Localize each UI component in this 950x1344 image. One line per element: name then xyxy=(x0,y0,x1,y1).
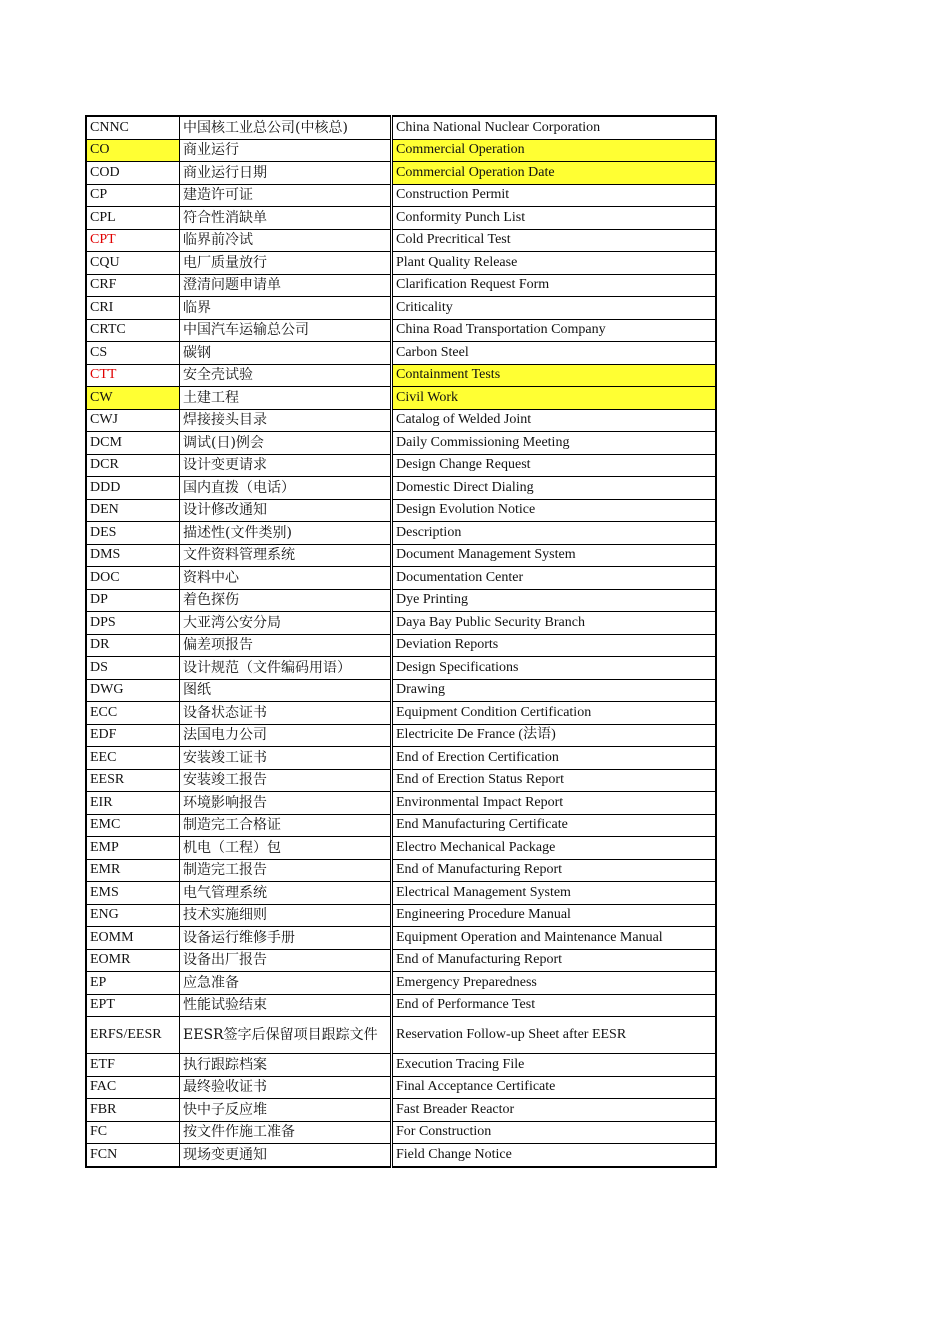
table-row[interactable] xyxy=(86,499,716,522)
table-row[interactable] xyxy=(86,1076,716,1099)
table-row[interactable] xyxy=(86,1017,716,1054)
table-row[interactable] xyxy=(86,139,716,162)
abbreviation-cell[interactable]: DOC xyxy=(86,567,180,590)
english-term-cell[interactable]: Domestic Direct Dialing xyxy=(392,477,717,500)
table-row[interactable] xyxy=(86,364,716,387)
abbreviation-sheet xyxy=(85,115,717,1168)
table-row[interactable] xyxy=(86,724,716,747)
abbreviation-cell[interactable]: DMS xyxy=(86,544,180,567)
table-row[interactable] xyxy=(86,387,716,410)
chinese-term-cell[interactable]: 电气管理系统 xyxy=(180,882,392,905)
chinese-term-cell[interactable]: 电厂质量放行 xyxy=(180,252,392,275)
abbreviation-cell[interactable]: DEN xyxy=(86,499,180,522)
table-row[interactable] xyxy=(86,634,716,657)
abbreviation-cell[interactable]: EOMR xyxy=(86,949,180,972)
english-term-cell[interactable]: Drawing xyxy=(392,679,717,702)
abbreviation-cell[interactable]: CRTC xyxy=(86,319,180,342)
chinese-term-cell[interactable]: 澄清问题申请单 xyxy=(180,274,392,297)
chinese-term-cell[interactable]: 中国汽车运输总公司 xyxy=(180,319,392,342)
abbreviation-cell[interactable]: ECC xyxy=(86,702,180,725)
chinese-term-cell[interactable]: 执行跟踪档案 xyxy=(180,1054,392,1077)
abbreviation-cell[interactable]: EMC xyxy=(86,814,180,837)
english-term-cell[interactable]: For Construction xyxy=(392,1121,717,1144)
english-term-cell[interactable]: Deviation Reports xyxy=(392,634,717,657)
english-term-cell[interactable]: End of Manufacturing Report xyxy=(392,859,717,882)
abbreviation-cell[interactable]: DPS xyxy=(86,612,180,635)
table-row[interactable] xyxy=(86,1121,716,1144)
english-term-cell[interactable]: Commercial Operation Date xyxy=(392,162,717,185)
table-row[interactable] xyxy=(86,702,716,725)
english-term-cell[interactable]: Construction Permit xyxy=(392,184,717,207)
chinese-term-cell[interactable]: 描述性(文件类别) xyxy=(180,522,392,545)
abbreviation-cell[interactable]: DS xyxy=(86,657,180,680)
abbreviation-cell[interactable]: COD xyxy=(86,162,180,185)
abbreviation-cell[interactable]: FC xyxy=(86,1121,180,1144)
english-term-cell[interactable]: Electro Mechanical Package xyxy=(392,837,717,860)
chinese-term-cell[interactable]: 符合性消缺单 xyxy=(180,207,392,230)
chinese-term-cell[interactable]: 性能试验结束 xyxy=(180,994,392,1017)
chinese-term-cell[interactable]: 建造许可证 xyxy=(180,184,392,207)
english-term-cell[interactable]: Cold Precritical Test xyxy=(392,229,717,252)
abbreviation-cell[interactable]: EPT xyxy=(86,994,180,1017)
english-term-cell[interactable]: Electrical Management System xyxy=(392,882,717,905)
chinese-term-cell[interactable]: 安全壳试验 xyxy=(180,364,392,387)
chinese-term-cell[interactable]: 技术实施细则 xyxy=(180,904,392,927)
table-row[interactable] xyxy=(86,162,716,185)
abbreviation-cell[interactable]: CTT xyxy=(86,364,180,387)
chinese-term-cell[interactable]: 设计规范（文件编码用语） xyxy=(180,657,392,680)
english-term-cell[interactable]: End of Erection Certification xyxy=(392,747,717,770)
table-row[interactable] xyxy=(86,1054,716,1077)
chinese-term-cell[interactable]: 大亚湾公安分局 xyxy=(180,612,392,635)
abbreviation-cell[interactable]: EDF xyxy=(86,724,180,747)
table-row[interactable] xyxy=(86,297,716,320)
table-row[interactable] xyxy=(86,837,716,860)
chinese-term-cell[interactable]: 临界 xyxy=(180,297,392,320)
table-row[interactable] xyxy=(86,207,716,230)
chinese-term-cell[interactable]: 调试(日)例会 xyxy=(180,432,392,455)
table-row[interactable] xyxy=(86,904,716,927)
chinese-term-cell[interactable]: 资料中心 xyxy=(180,567,392,590)
english-term-cell[interactable]: Fast Breader Reactor xyxy=(392,1099,717,1122)
chinese-term-cell[interactable]: 设计变更请求 xyxy=(180,454,392,477)
english-term-cell[interactable]: Design Specifications xyxy=(392,657,717,680)
english-term-cell[interactable]: Daily Commissioning Meeting xyxy=(392,432,717,455)
table-row[interactable] xyxy=(86,792,716,815)
table-row[interactable] xyxy=(86,229,716,252)
chinese-term-cell[interactable]: 最终验收证书 xyxy=(180,1076,392,1099)
abbreviation-cell[interactable]: CO xyxy=(86,139,180,162)
table-row[interactable] xyxy=(86,859,716,882)
abbreviation-cell[interactable]: DWG xyxy=(86,679,180,702)
chinese-term-cell[interactable]: 碳钢 xyxy=(180,342,392,365)
english-term-cell[interactable]: End of Manufacturing Report xyxy=(392,949,717,972)
english-term-cell[interactable]: China National Nuclear Corporation xyxy=(392,116,717,139)
table-row[interactable] xyxy=(86,612,716,635)
english-term-cell[interactable]: End of Performance Test xyxy=(392,994,717,1017)
table-row[interactable] xyxy=(86,409,716,432)
table-row[interactable] xyxy=(86,747,716,770)
abbreviation-cell[interactable]: CQU xyxy=(86,252,180,275)
chinese-term-cell[interactable]: 焊接接头目录 xyxy=(180,409,392,432)
english-term-cell[interactable]: End Manufacturing Certificate xyxy=(392,814,717,837)
abbreviation-cell[interactable]: EMP xyxy=(86,837,180,860)
english-term-cell[interactable]: Civil Work xyxy=(392,387,717,410)
abbreviation-cell[interactable]: EOMM xyxy=(86,927,180,950)
chinese-term-cell[interactable]: 制造完工报告 xyxy=(180,859,392,882)
abbreviation-cell[interactable]: CP xyxy=(86,184,180,207)
chinese-term-cell[interactable]: 设备出厂报告 xyxy=(180,949,392,972)
abbreviation-cell[interactable]: DES xyxy=(86,522,180,545)
english-term-cell[interactable]: Containment Tests xyxy=(392,364,717,387)
table-row[interactable] xyxy=(86,477,716,500)
english-term-cell[interactable]: Description xyxy=(392,522,717,545)
abbreviation-cell[interactable]: EP xyxy=(86,972,180,995)
abbreviation-cell[interactable]: ERFS/EESR xyxy=(86,1017,180,1054)
english-term-cell[interactable]: Final Acceptance Certificate xyxy=(392,1076,717,1099)
table-row[interactable] xyxy=(86,814,716,837)
chinese-term-cell[interactable]: 环境影响报告 xyxy=(180,792,392,815)
chinese-term-cell[interactable]: 临界前冷试 xyxy=(180,229,392,252)
english-term-cell[interactable]: Design Change Request xyxy=(392,454,717,477)
table-row[interactable] xyxy=(86,1099,716,1122)
chinese-term-cell[interactable]: 文件资料管理系统 xyxy=(180,544,392,567)
chinese-term-cell[interactable]: 快中子反应堆 xyxy=(180,1099,392,1122)
chinese-term-cell[interactable]: 国内直拨（电话） xyxy=(180,477,392,500)
chinese-term-cell[interactable]: 法国电力公司 xyxy=(180,724,392,747)
english-term-cell[interactable]: Conformity Punch List xyxy=(392,207,717,230)
english-term-cell[interactable]: China Road Transportation Company xyxy=(392,319,717,342)
table-row[interactable] xyxy=(86,116,716,139)
english-term-cell[interactable]: Catalog of Welded Joint xyxy=(392,409,717,432)
table-row[interactable] xyxy=(86,657,716,680)
abbreviation-cell[interactable]: CWJ xyxy=(86,409,180,432)
chinese-term-cell[interactable]: 着色探伤 xyxy=(180,589,392,612)
chinese-term-cell[interactable]: 安装竣工证书 xyxy=(180,747,392,770)
english-term-cell[interactable]: Field Change Notice xyxy=(392,1144,717,1167)
table-row[interactable] xyxy=(86,949,716,972)
abbreviation-cell[interactable]: CW xyxy=(86,387,180,410)
abbreviation-cell[interactable]: FBR xyxy=(86,1099,180,1122)
chinese-term-cell[interactable]: 机电（工程）包 xyxy=(180,837,392,860)
table-row[interactable] xyxy=(86,589,716,612)
english-term-cell[interactable]: Environmental Impact Report xyxy=(392,792,717,815)
table-row[interactable] xyxy=(86,319,716,342)
abbreviation-cell[interactable]: EESR xyxy=(86,769,180,792)
english-term-cell[interactable]: Emergency Preparedness xyxy=(392,972,717,995)
table-row[interactable] xyxy=(86,567,716,590)
abbreviation-cell[interactable]: DP xyxy=(86,589,180,612)
abbreviation-cell[interactable]: CRI xyxy=(86,297,180,320)
abbreviation-cell[interactable]: FCN xyxy=(86,1144,180,1167)
english-term-cell[interactable]: Plant Quality Release xyxy=(392,252,717,275)
chinese-term-cell[interactable]: 商业运行日期 xyxy=(180,162,392,185)
chinese-term-cell[interactable]: 安装竣工报告 xyxy=(180,769,392,792)
table-row[interactable] xyxy=(86,972,716,995)
chinese-term-cell[interactable]: 应急准备 xyxy=(180,972,392,995)
table-row[interactable] xyxy=(86,544,716,567)
chinese-term-cell[interactable]: 土建工程 xyxy=(180,387,392,410)
table-row[interactable] xyxy=(86,927,716,950)
english-term-cell[interactable]: Equipment Condition Certification xyxy=(392,702,717,725)
abbreviation-cell[interactable]: CRF xyxy=(86,274,180,297)
abbreviation-cell[interactable]: DR xyxy=(86,634,180,657)
english-term-cell[interactable]: Reservation Follow-up Sheet after EESR xyxy=(392,1017,717,1054)
chinese-term-cell[interactable]: 现场变更通知 xyxy=(180,1144,392,1167)
english-term-cell[interactable]: Electricite De France (法语) xyxy=(392,724,717,747)
english-term-cell[interactable]: End of Erection Status Report xyxy=(392,769,717,792)
chinese-term-cell[interactable]: 设备状态证书 xyxy=(180,702,392,725)
table-row[interactable] xyxy=(86,252,716,275)
abbreviation-cell[interactable]: DDD xyxy=(86,477,180,500)
english-term-cell[interactable]: Equipment Operation and Maintenance Manual xyxy=(392,927,717,950)
table-row[interactable] xyxy=(86,679,716,702)
english-term-cell[interactable]: Documentation Center xyxy=(392,567,717,590)
abbreviation-cell[interactable]: EIR xyxy=(86,792,180,815)
english-term-cell[interactable]: Clarification Request Form xyxy=(392,274,717,297)
english-term-cell[interactable]: Engineering Procedure Manual xyxy=(392,904,717,927)
chinese-term-cell[interactable]: EESR签字后保留项目跟踪文件 xyxy=(180,1017,392,1054)
english-term-cell[interactable]: Daya Bay Public Security Branch xyxy=(392,612,717,635)
abbreviation-cell[interactable]: ETF xyxy=(86,1054,180,1077)
abbreviation-cell[interactable]: CPT xyxy=(86,229,180,252)
abbreviation-cell[interactable]: EMS xyxy=(86,882,180,905)
abbreviation-cell[interactable]: ENG xyxy=(86,904,180,927)
abbreviation-cell[interactable]: CNNC xyxy=(86,116,180,139)
abbreviation-table xyxy=(85,115,717,1168)
chinese-term-cell[interactable]: 偏差项报告 xyxy=(180,634,392,657)
table-row[interactable] xyxy=(86,274,716,297)
abbreviation-cell[interactable]: CS xyxy=(86,342,180,365)
abbreviation-cell[interactable]: DCM xyxy=(86,432,180,455)
table-row[interactable] xyxy=(86,769,716,792)
abbreviation-cell[interactable]: EEC xyxy=(86,747,180,770)
abbreviation-cell[interactable]: FAC xyxy=(86,1076,180,1099)
english-term-cell[interactable]: Design Evolution Notice xyxy=(392,499,717,522)
table-row[interactable] xyxy=(86,454,716,477)
table-row[interactable] xyxy=(86,432,716,455)
english-term-cell[interactable]: Carbon Steel xyxy=(392,342,717,365)
chinese-term-cell[interactable]: 中国核工业总公司(中核总) xyxy=(180,116,392,139)
english-term-cell[interactable]: Document Management System xyxy=(392,544,717,567)
chinese-term-cell[interactable]: 设备运行维修手册 xyxy=(180,927,392,950)
chinese-term-cell[interactable]: 制造完工合格证 xyxy=(180,814,392,837)
abbreviation-table-body xyxy=(86,116,716,1167)
table-row[interactable] xyxy=(86,342,716,365)
table-row[interactable] xyxy=(86,522,716,545)
table-row[interactable] xyxy=(86,994,716,1017)
english-term-cell[interactable]: Execution Tracing File xyxy=(392,1054,717,1077)
english-term-cell[interactable]: Dye Printing xyxy=(392,589,717,612)
table-row[interactable] xyxy=(86,184,716,207)
abbreviation-cell[interactable]: CPL xyxy=(86,207,180,230)
table-row[interactable] xyxy=(86,1144,716,1167)
chinese-term-cell[interactable]: 商业运行 xyxy=(180,139,392,162)
english-term-cell[interactable]: Criticality xyxy=(392,297,717,320)
abbreviation-cell[interactable]: DCR xyxy=(86,454,180,477)
english-term-cell[interactable]: Commercial Operation xyxy=(392,139,717,162)
chinese-term-cell[interactable]: 按文件作施工准备 xyxy=(180,1121,392,1144)
chinese-term-cell[interactable]: 图纸 xyxy=(180,679,392,702)
abbreviation-cell[interactable]: EMR xyxy=(86,859,180,882)
table-row[interactable] xyxy=(86,882,716,905)
chinese-term-cell[interactable]: 设计修改通知 xyxy=(180,499,392,522)
